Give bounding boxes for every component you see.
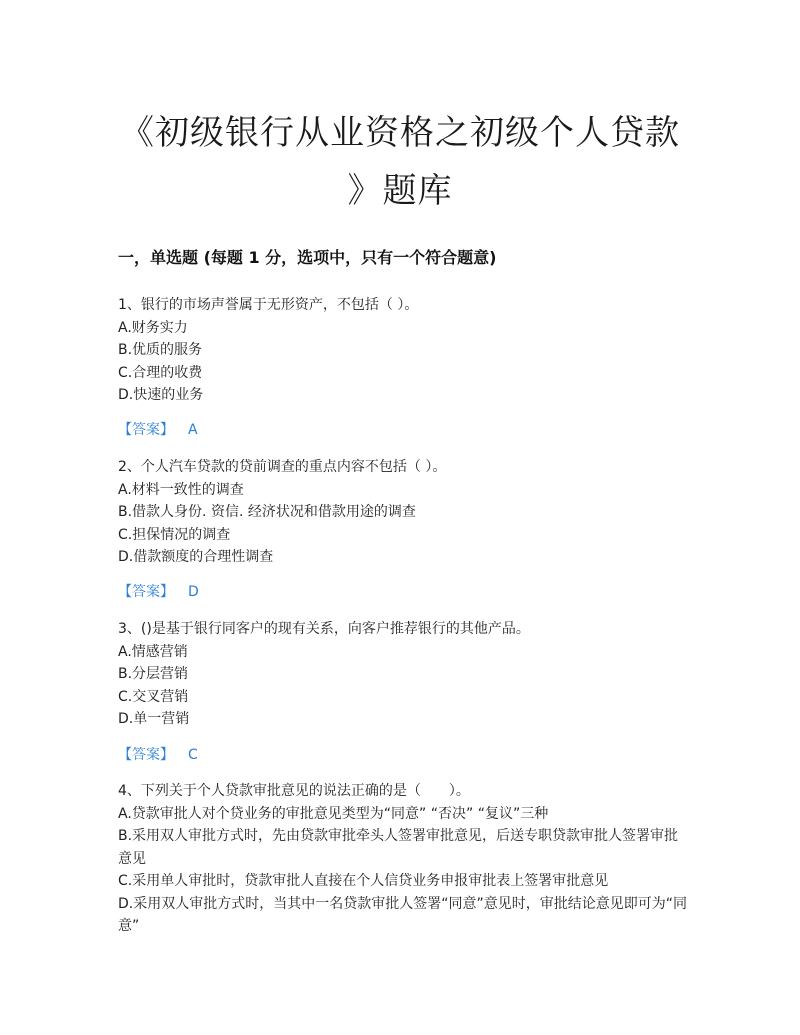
document-title-line-1: 《初级银行从业资格之初级个人贷款 — [120, 113, 680, 153]
answer-value: A — [188, 422, 198, 438]
question-option-c: C.合理的收费 — [118, 364, 203, 381]
question-stem: 4、下列关于个人贷款审批意见的说法正确的是（ ）。 — [118, 783, 470, 799]
question-option-a: A.情感营销 — [118, 643, 188, 660]
question-option-c: C.担保情况的调查 — [118, 526, 231, 543]
question-option-c: C.采用单人审批时，贷款审批人直接在个人信贷业务申报审批表上签署审批意见 — [118, 873, 609, 889]
answer-label: 【答案】 — [118, 422, 174, 438]
answer-3 — [118, 744, 198, 766]
question-option-a: A.材料一致性的调查 — [118, 481, 244, 498]
question-4 — [118, 780, 688, 938]
question-1 — [118, 294, 688, 407]
question-option-d: D.借款额度的合理性调查 — [118, 549, 274, 565]
answer-value: C — [188, 747, 198, 763]
question-option-d: D.快速的业务 — [118, 387, 204, 403]
section-heading: 一，单选题 (每题 1 分，选项中，只有一个符合题意) — [118, 248, 497, 267]
question-stem: 1、银行的市场声誉属于无形资产，不包括（ ）。 — [118, 297, 419, 313]
question-option-b: B.分层营销 — [118, 666, 189, 682]
question-option-c: C.交叉营销 — [118, 688, 189, 705]
question-2 — [118, 456, 688, 569]
answer-label: 【答案】 — [118, 584, 174, 600]
answer-1 — [118, 419, 198, 441]
question-option-b: B.优质的服务 — [118, 342, 203, 358]
question-option-a: A.财务实力 — [118, 319, 188, 336]
answer-2 — [118, 581, 199, 603]
document-title — [110, 104, 690, 220]
question-stem: 3、()是基于银行同客户的现有关系，向客户推荐银行的其他产品。 — [118, 621, 530, 637]
question-stem: 2、个人汽车贷款的贷前调查的重点内容不包括（ ）。 — [118, 459, 447, 475]
question-option-b: B.采用双人审批方式时，先由贷款审批牵头人签署审批意见，后送专职贷款审批人签署审批意见 — [118, 828, 679, 867]
question-option-d: D.单一营销 — [118, 711, 190, 727]
question-3 — [118, 618, 688, 731]
question-option-d: D.采用双人审批方式时，当其中一名贷款审批人签署“同意”意见时，审批结论意见即可为“同意” — [118, 895, 687, 934]
answer-value: D — [188, 584, 199, 600]
answer-label: 【答案】 — [118, 747, 174, 763]
question-option-a: A.贷款审批人对个贷业务的审批意见类型为“同意” “否决” “复议”三种 — [118, 805, 549, 822]
document-title-line-2: 》题库 — [347, 171, 453, 211]
question-option-b: B.借款人身份. 资信. 经济状况和借款用途的调查 — [118, 504, 416, 520]
